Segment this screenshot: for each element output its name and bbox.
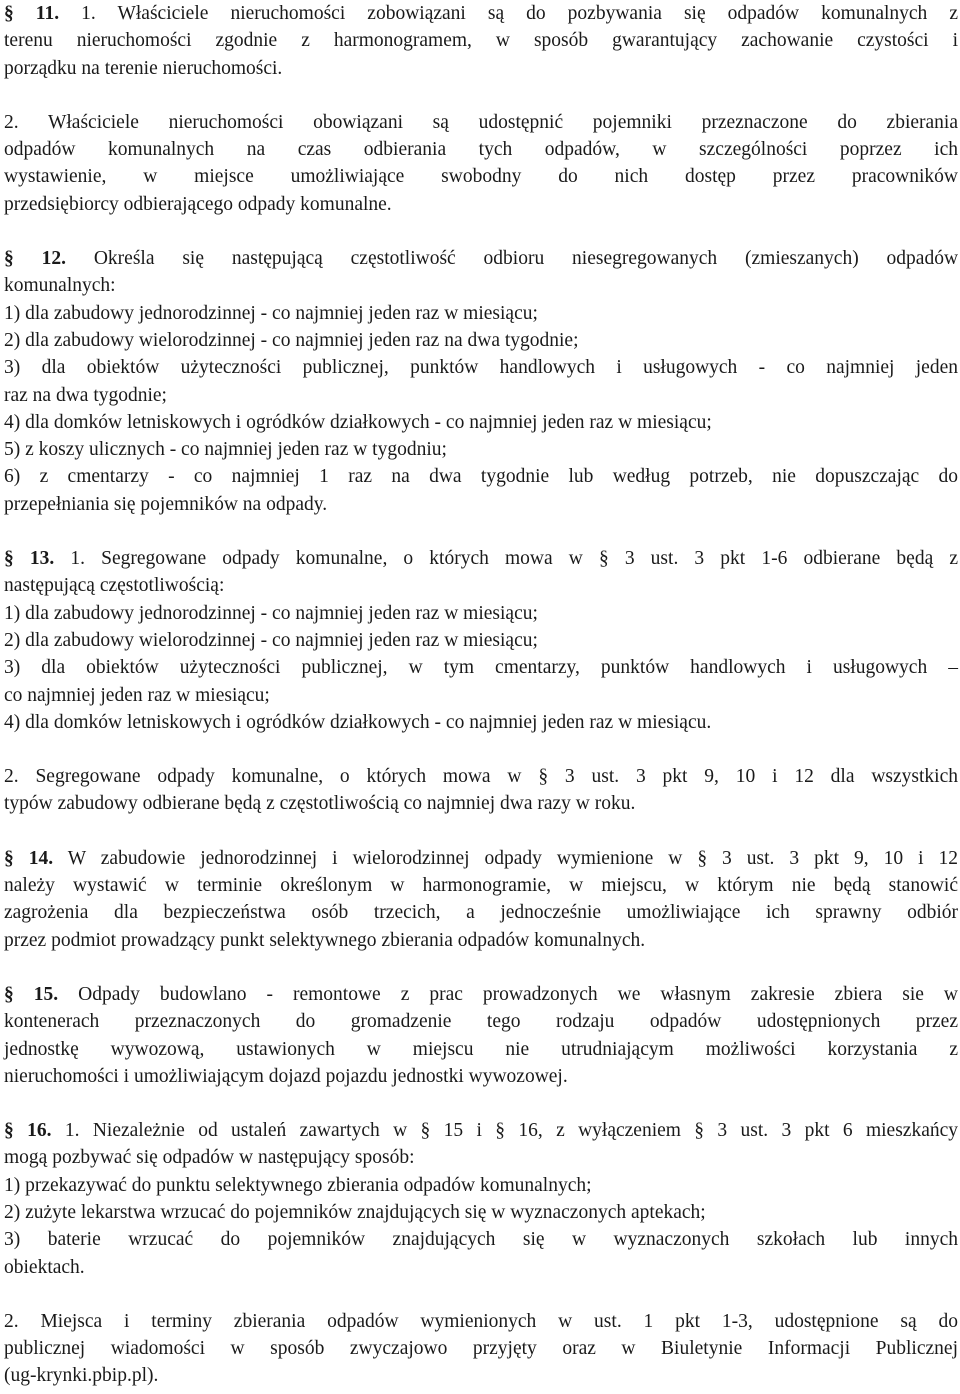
section-number: § 14. xyxy=(4,847,54,869)
section-12 xyxy=(4,245,958,518)
paragraph xyxy=(4,763,958,818)
list-item-line: 5) z koszy ulicznych - co najmniej jeden raz w tygodniu; xyxy=(4,439,447,461)
paragraph xyxy=(4,845,958,954)
text-line: przez podmiot prowadzący punkt selektywnego zbierania odpadów komunalnych. xyxy=(4,929,646,951)
text-line: zagrożenia dla bezpieczeństwa osób trzecich, a jednocześnie umożliwiające ich sprawny odbiór xyxy=(4,902,958,924)
list-item xyxy=(4,300,958,327)
section-number: § 16. xyxy=(4,1120,52,1142)
text-line: należy wystawić w terminie określonym w harmonogramie, w miejscu, w którym nie będą stanowić xyxy=(4,875,958,897)
list-item-line: 4) dla domków letniskowych i ogródków działkowych - co najmniej jeden raz w miesiącu; xyxy=(4,411,712,433)
text-line: § 12. Określa się następującą częstotliwość odbioru niesegregowanych (zmieszanych) odpadów xyxy=(4,248,959,270)
text-line: nieruchomości i umożliwiającym dojazd pojazdu jednostki wywozowej. xyxy=(4,1065,568,1087)
paragraph xyxy=(4,545,958,736)
text-line: kontenerach przeznaczonych do gromadzenie tego rodzaju odpadów udostępnionych przez xyxy=(4,1011,958,1033)
text-line: § 11. 1. Właściciele nieruchomości zobowiązani są do pozbywania się odpadów komunalnych z xyxy=(4,3,959,24)
list-item xyxy=(4,327,958,354)
list-item-line: 2) dla zabudowy wielorodzinnej - co najmniej jeden raz na dwa tygodnie; xyxy=(4,329,579,351)
list-item xyxy=(4,1226,958,1281)
text-line: odpadów komunalnych na czas odbierania tych odpadów, w szczególności poprzez ich xyxy=(4,139,958,161)
paragraph xyxy=(4,245,958,518)
list-item-line: 3) dla obiektów użyteczności publicznej, w tym cmentarzy, punktów handlowych i usługowych – xyxy=(4,657,958,679)
section-number: § 15. xyxy=(4,983,59,1005)
list-item xyxy=(4,1172,958,1199)
list-item xyxy=(4,463,958,518)
section-number: § 12. xyxy=(4,248,66,270)
text-line: mogą pozbywać się odpadów w następujący sposób: xyxy=(4,1147,415,1169)
list xyxy=(4,300,958,518)
list-item-line: przepełniania się pojemników na odpady. xyxy=(4,493,328,515)
text-line: przedsiębiorcy odbierającego odpady komunalne. xyxy=(4,193,392,215)
spacer xyxy=(4,218,958,245)
list-item xyxy=(4,600,958,627)
list-item-line: co najmniej jeden raz w miesiącu; xyxy=(4,684,270,706)
text-line: terenu nieruchomości zgodnie z harmonogramem, w sposób gwarantujący zachowanie czystości i xyxy=(4,30,958,52)
section-16 xyxy=(4,1117,958,1390)
section-13 xyxy=(4,545,958,818)
list-item-line: raz na dwa tygodnie; xyxy=(4,384,167,406)
text-line: § 13. 1. Segregowane odpady komunalne, o których mowa w § 3 ust. 3 pkt 1-6 odbierane będą z xyxy=(4,548,959,570)
spacer xyxy=(4,1281,958,1308)
paragraph xyxy=(4,1308,958,1390)
text-line: 2. Miejsca i terminy zbierania odpadów wymienionych w ust. 1 pkt 1-3, udostępnione są do xyxy=(4,1310,958,1332)
spacer xyxy=(4,818,958,845)
list-item xyxy=(4,709,958,736)
paragraph xyxy=(4,109,958,218)
paragraph xyxy=(4,0,958,82)
section-14 xyxy=(4,845,958,954)
text-line: następującą częstotliwością: xyxy=(4,575,225,597)
list-item-line: 3) dla obiektów użyteczności publicznej, punktów handlowych i usługowych - co najmniej jeden xyxy=(4,357,958,379)
list xyxy=(4,600,958,736)
paragraph xyxy=(4,1117,958,1281)
list-item xyxy=(4,354,958,409)
list-item-line: 2) zużyte lekarstwa wrzucać do pojemników znajdujących się w wyznaczonych aptekach; xyxy=(4,1201,706,1223)
list-item-line: 6) z cmentarzy - co najmniej 1 raz na dwa tygodnie lub według potrzeb, nie dopuszczając do xyxy=(4,466,958,488)
list xyxy=(4,1172,958,1281)
list-item-line: 2) dla zabudowy wielorodzinnej - co najmniej jeden raz w miesiącu; xyxy=(4,629,538,651)
text-line: (ug-krynki.pbip.pl). xyxy=(4,1365,159,1387)
list-item xyxy=(4,1199,958,1226)
text-line: porządku na terenie nieruchomości. xyxy=(4,57,283,79)
section-number: § 13. xyxy=(4,548,55,570)
list-item-line: 1) dla zabudowy jednorodzinnej - co najmniej jeden raz w miesiącu; xyxy=(4,302,538,324)
spacer xyxy=(4,518,958,545)
text-line: typów zabudowy odbierane będą z częstotliwością co najmniej dwa razy w roku. xyxy=(4,793,636,815)
text-line: komunalnych: xyxy=(4,275,116,297)
list-item xyxy=(4,654,958,709)
text-line: § 15. Odpady budowlano - remontowe z prac prowadzonych we własnym zakresie zbiera sie w xyxy=(4,983,959,1005)
paragraph xyxy=(4,981,958,1090)
spacer xyxy=(4,736,958,763)
text-line: 2. Segregowane odpady komunalne, o których mowa w § 3 ust. 3 pkt 9, 10 i 12 dla wszystkich xyxy=(4,766,958,788)
spacer xyxy=(4,1090,958,1117)
list-item-line: 1) dla zabudowy jednorodzinnej - co najmniej jeden raz w miesiącu; xyxy=(4,602,538,624)
list-item xyxy=(4,627,958,654)
list-item-line: 1) przekazywać do punktu selektywnego zbierania odpadów komunalnych; xyxy=(4,1174,592,1196)
text-line: § 14. W zabudowie jednorodzinnej i wielorodzinnej odpady wymienione w § 3 ust. 3 pkt 9, 10 i 12 xyxy=(4,847,959,869)
text-line: § 16. 1. Niezależnie od ustaleń zawartych w § 15 i § 16, z wyłączeniem § 3 ust. 3 pkt 6 mieszkańcy xyxy=(4,1120,959,1142)
spacer xyxy=(4,954,958,981)
section-11 xyxy=(4,0,958,218)
list-item-line: obiektach. xyxy=(4,1256,85,1278)
text-line: 2. Właściciele nieruchomości obowiązani są udostępnić pojemniki przeznaczone do zbierania xyxy=(4,111,958,133)
list-item xyxy=(4,436,958,463)
text-line: wystawienie, w miejsce umożliwiające swobodny do nich dostęp przez pracowników xyxy=(4,166,958,188)
section-number: § 11. xyxy=(4,3,60,24)
list-item-line: 4) dla domków letniskowych i ogródków działkowych - co najmniej jeden raz w miesiącu. xyxy=(4,711,712,733)
text-line: jednostkę wywozową, ustawionych w miejscu nie utrudniającym możliwości korzystania z xyxy=(4,1038,958,1060)
section-15 xyxy=(4,981,958,1090)
list-item-line: 3) baterie wrzucać do pojemników znajdujących się w wyznaczonych szkołach lub innych xyxy=(4,1229,958,1251)
document-page xyxy=(4,0,958,1390)
spacer xyxy=(4,82,958,109)
text-line: publicznej wiadomości w sposób zwyczajowo przyjęty oraz w Biuletynie Informacji Publicznej xyxy=(4,1338,958,1360)
list-item xyxy=(4,409,958,436)
